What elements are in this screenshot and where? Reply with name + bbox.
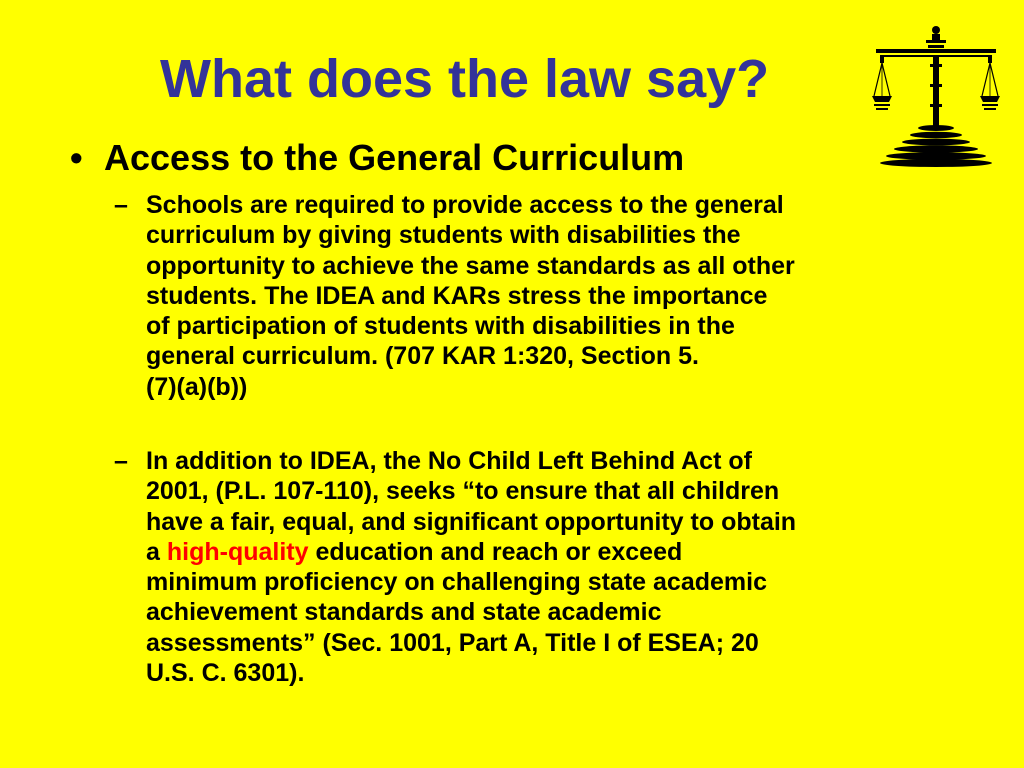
- text-line: Schools are required to provide access to the general: [146, 191, 784, 219]
- text-line: students. The IDEA and KARs stress the importance: [146, 281, 768, 310]
- text-line-with-highlight: [146, 537, 971, 567]
- subpoint-text: [146, 190, 971, 402]
- text-line: 2001, (P.L. 107-110), seeks “to ensure that all children: [146, 477, 780, 506]
- highlight-text: high-quality: [166, 537, 309, 566]
- text-line: curriculum by giving students with disabilities the: [146, 221, 741, 250]
- text-line: have a fair, equal, and significant opportunity to obtain: [146, 507, 797, 536]
- line-prefix: a: [146, 537, 167, 566]
- text-line: assessments” (Sec. 1001, Part A, Title I of ESEA; 20: [146, 628, 759, 657]
- text-line: (7)(a)(b)): [146, 372, 248, 401]
- line-suffix: education and reach or exceed: [308, 537, 683, 566]
- text-line: of participation of students with disabilities in the: [146, 312, 735, 341]
- slide-title: What does the law say?: [160, 49, 770, 109]
- text-line: achievement standards and state academic: [146, 598, 662, 627]
- text-line: In addition to IDEA, the No Child Left Behind Act of: [146, 447, 752, 475]
- bullet-marker: •: [70, 137, 83, 178]
- text-line: opportunity to achieve the same standards as all other: [146, 251, 795, 280]
- bullet-heading: Access to the General Curriculum: [104, 137, 685, 178]
- dash-marker: –: [114, 191, 128, 219]
- scales-of-justice-icon: [872, 24, 1000, 172]
- text-line: minimum proficiency on challenging state academic: [146, 568, 767, 597]
- subpoint-text: [146, 446, 971, 688]
- text-line: general curriculum. (707 KAR 1:320, Section 5.: [146, 342, 699, 371]
- dash-marker: –: [114, 447, 128, 475]
- text-line: U.S. C. 6301).: [146, 659, 305, 688]
